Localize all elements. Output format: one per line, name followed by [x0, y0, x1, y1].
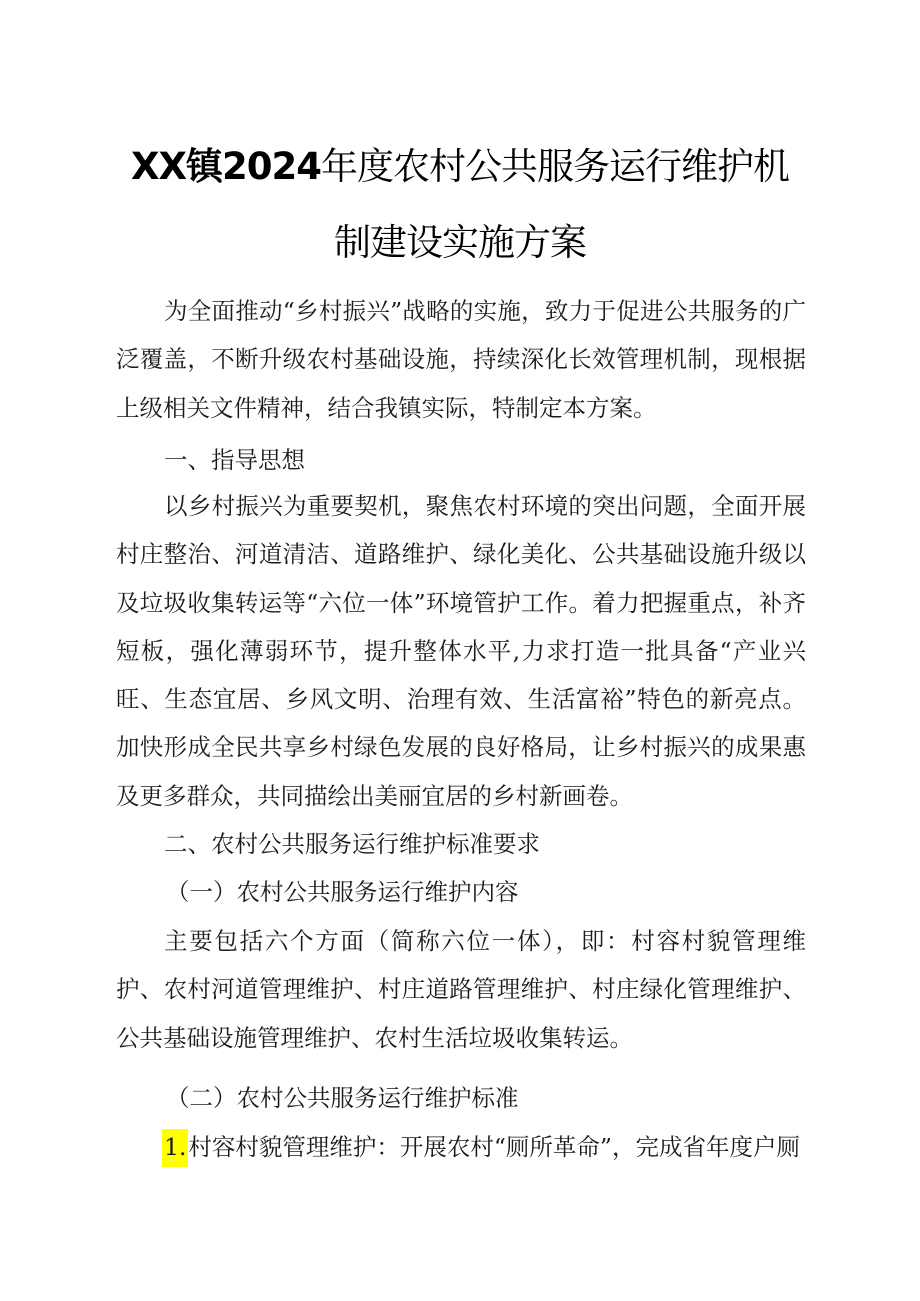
list-item-number-highlight: 1. — [162, 1129, 188, 1167]
title-town-year: XX镇2024 — [130, 145, 322, 188]
subsection-1-body: 主要包括六个方面（简称六位一体），即：村容村貌管理维护、农村河道管理维护、村庄道路管理维护、村庄绿化管理维护、公共基础设施管理维护、农村生活垃圾收集转运。 — [116, 927, 806, 1052]
section-2-heading: 二、农村公共服务运行维护标准要求 — [164, 830, 540, 858]
list-item-text: 村容村貌管理维护：开展农村“厕所革命”，完成省年度户厕 — [188, 1133, 800, 1161]
subsection-2-heading: （二）农村公共服务运行维护标准 — [166, 1084, 519, 1112]
title-rest: 年度农村公共服务运行维护机 — [321, 145, 790, 188]
list-item-1 — [162, 1127, 800, 1167]
document-title-line-2: 制建设实施方案 — [334, 221, 586, 264]
subsection-1-heading: （一）农村公共服务运行维护内容 — [166, 878, 519, 906]
document-title-line-1 — [0, 136, 920, 190]
section-1-body: 以乡村振兴为重要契机，聚焦农村环境的突出问题，全面开展村庄整治、河道清洁、道路维护、绿化美化、公共基础设施升级以及垃圾收集转运等“六位一体”环境管护工作。着力把握重点，补齐短板，强化薄弱环节，提升整体水平,力求打造一批具备“产业兴旺、生态宜居、乡风文明、治理有效、生活富裕”特色的新亮点。加快形成全民共享乡村绿色发展的良好格局，让乡村振兴的成果惠及更多群众，共同描绘出美丽宜居的乡村新画卷。 — [116, 492, 806, 810]
intro-paragraph: 为全面推动“乡村振兴”战略的实施，致力于促进公共服务的广泛覆盖，不断升级农村基础设施，持续深化长效管理机制，现根据上级相关文件精神，结合我镇实际，特制定本方案。 — [116, 297, 806, 422]
section-1-heading: 一、指导思想 — [164, 446, 305, 474]
